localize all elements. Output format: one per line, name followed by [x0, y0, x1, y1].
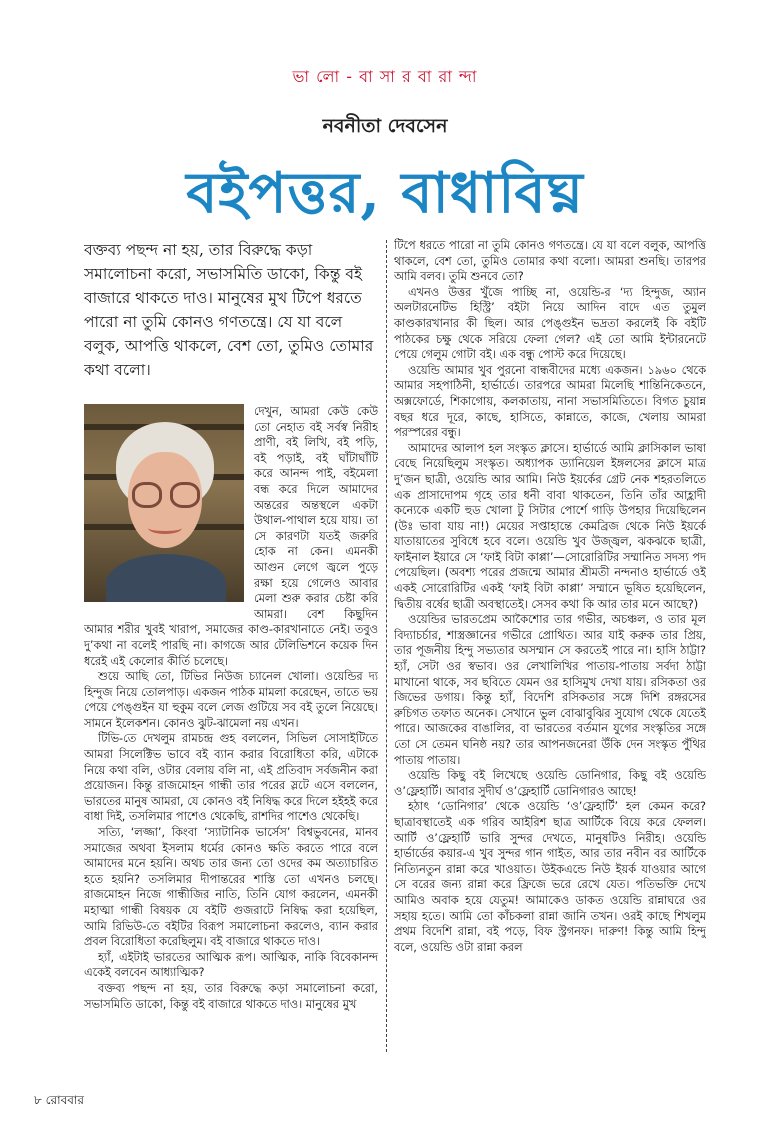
article-headline: বইপত্তর, বাধাবিঘ্ন [186, 160, 584, 226]
paragraph: হঠাৎ ‘ডোনিগার’ থেকে ওয়েন্ডি ‘ও’ফ্লেহার্টি’ হল কেমন করে? ছাত্রাবস্থাতেই এক গরিব আইরিশ ছাত্র আর্টিকে বিয়ে করে ফেলল। আর্টি ও’ফ্লেহার্টি ভারি সুন্দর দেখতে, মানুষটিও নিরীহ। ওয়েন্ডি হার্ভার্ডের কয়ার-এ খুব সুন্দর গান গাইত, আর তার নবীন বর আর্টিকে নিত্যিনতুন রান্না করে খাওয়াত। উইকএন্ডে নিউ ইয়র্ক যাওয়ার আগে সে বরের জন্য রান্না করে ফ্রিজে ভরে রেখে যেত। পতিভক্তি দেখে আমিও অবাক হয়ে যেতুম! আমাকেও ডাকত ওয়েন্ডি রান্নাঘরে ওর সহায় হতে। আমি তো কাঁচকলা রান্না জানি তখন। ওরই কাছে শিখলুম প্রথম বিদেশি রান্না, বই পড়ে, বিফ স্ট্রগনফ। দারুণ! কিন্তু আমি হিন্দু বলে, ওয়েন্ডি ওটা রান্না করল [394, 800, 706, 954]
paragraph: সত্যি, ‘লজ্জা’, কিংবা ‘স্যাটানিক ভার্সেস’ বিশ্বভুবনের, মানব সমাজের অথবা ইসলাম ধর্মের কোনও ক্ষতি করতে পারে বলে আমাদের মনে হয়নি। অথচ তার জন্য তো ওদের কম অত্যাচারিত হতে হয়নি? তসলিমার দীপান্তরের শাস্তি তো এখনও চলছে। রাজমোহন নিজে গান্ধীজির নাতি, তিনি যোগ করলেন, এমনকী মহাত্মা গান্ধী বিষয়ক যে বইটি গুজরাটে নিষিদ্ধ করা হয়েছিল, আমি রিভিউ-তে বইটির বিরূপ সমালোচনা করলেও, ব্যান করার প্রবল বিরোধিতা করেছিলুম। বই বাজারে থাকতে দাও। [84, 826, 378, 949]
right-body [394, 238, 706, 955]
right-column [394, 238, 706, 1054]
page-number: ৮ [34, 1093, 42, 1107]
series-title: ভা লো - বা সা র বা রা ন্দা [292, 67, 478, 86]
paragraph: দেখুন, আমরা কেউ কেউ তো নেহাত বই সর্বস্ব নিরীহ প্রাণী, বই লিখি, বই পড়ি, বই পড়াই, বই ঘাঁটাঘাঁটি করে আনন্দ পাই, বইমেলা বন্ধ করে দিলে আমাদের অন্তরের অন্তস্থলে একটা উথাল-পাথাল হয়ে যায়। তা সে কারণটা যতই জরুরি হোক না কেন। এমনকী আগুন লেগে জ্বলে পুড়ে রক্ষা হয়ে গেলেও আবার মেলা শুরু করার চেষ্টা করি আমরা। বেশ কিছুদিন আমার শরীর খুবই খারাপ, সমাজের কাণ্ড-কারখানাতে নেই। তবুও দু’কথা না বলেই পারছি না। কাগজে আর টেলিভিশনে কয়েক দিন ধরেই এই কেলোর কীর্তি চলেছে। [84, 405, 378, 668]
left-body [84, 404, 378, 1012]
paragraph: ওয়েন্ডির ভারতপ্রেম আকৈশোর তার গভীর, অচঞ্চল, ও তার মূল বিদ্যাচর্চার, শাস্ত্রজ্ঞানের গভীরে প্রোথিত। আর যাই করুক তার প্রিয়, তার পূজনীয় হিন্দু সভ্যতার অসম্মান সে করতেই পারে না। হাসি ঠাট্টা? হ্যাঁ, সেটা ওর স্বভাব। ওর লেখালিখির পাতায়-পাতায় সর্বদা ঠাট্টা মাখানো থাকে, সব ছবিতে যেমন ওর হাসিমুখ দেখা যায়। রসিকতা ওর জিভের ডগায়। কিন্তু হ্যাঁ, বিদেশি রসিকতার সঙ্গে দিশি রঙ্গরসের রুচিগত তফাত অনেক। সেখানে ভুল বোঝাবুঝির সুযোগ থেকে যেতেই পারে। আজকের বাঙালির, বা ভারতের বর্তমান যুগের সংস্কৃতির সঙ্গে তো সে তেমন ঘনিষ্ঠ নয়? তার আপনজনেরা উঁকি দেন সংস্কৃত পুঁথির পাতায় পাতায়। [394, 613, 706, 767]
paragraph: টিভি-তে দেখলুম রামচন্দ্র গুহ বললেন, সিভিল সোসাইটিতে আমরা সিলেক্টিভ ভাবে বই ব্যান করার বিরোধিতা করি, এটাকে নিয়ে কথা বলি, ওটার বেলায় বলি না, এই প্রতিবাদ সর্বজনীন করা প্রয়োজন। কিন্তু রাজমোহন গান্ধী তার পরের স্লটে এসে বললেন, ভারতের মানুষ আমরা, যে কোনও বই নিষিদ্ধ করে দিলে হইহই করে বাধা দিই, তসলিমার পাশেও থেকেছি, রাশদির পাশেও থেকেছি। [84, 732, 378, 824]
paragraph: ওয়েন্ডি আমার খুব পুরনো বান্ধবীদের মধ্যে একজন। ১৯৬০ থেকে আমার সহপাঠিনী, হার্ভার্ডে। তারপরে আমরা মিলেছি শান্তিনিকেতনে, অক্সফোর্ডে, শিকাগোয়, কলকাতায়, নানা সভাসমিতিতে। বিগত চুয়ান্ন বছর ধরে দূরে, কাছে, হাসিতে, কান্নাতে, কাজে, খেলায় আমরা পরস্পরের বন্ধু। [394, 363, 706, 440]
author-photo [84, 404, 244, 602]
paragraph: টিপে ধরতে পারো না তুমি কোনও গণতন্ত্রে। যে যা বলে বলুক, আপত্তি থাকলে, বেশ তো, তুমিও তোমার কথা বলো। আমরা শুনছি। তারপর আমি বলব। তুমি শুনবে তো? [394, 239, 706, 284]
page-footer [34, 1092, 84, 1112]
paragraph: হ্যাঁ, এইটাই ভারতের আত্মিক রূপ। আত্মিক, নাকি বিবেকানন্দ একেই বলবেন আধ্যাত্মিক? [84, 950, 378, 980]
column-divider [386, 240, 387, 1052]
paragraph: ওয়েন্ডি কিছু বই লিখেছে ওয়েন্ডি ডোনিগার, কিছু বই ওয়েন্ডি ও’ফ্লেহার্টি। আবার সুদীর্ঘ ও’ফ্লেহার্টি ডোনিগারও আছে! [394, 769, 706, 798]
author-name: নবনীতা দেবসেন [322, 115, 448, 137]
section-name: রোববার [45, 1093, 85, 1107]
paragraph: বক্তব্য পছন্দ না হয়, তার বিরুদ্ধে কড়া সমালোচনা করো, সভাসমিতি ডাকো, কিন্তু বই বাজারে থাকতে দাও। মানুষের মুখ [84, 981, 378, 1011]
paragraph: এখনও উত্তর খুঁজে পাচ্ছি না, ওয়েন্ডি-র ‘দ্য হিন্দুজ, অ্যান অলটারনেটিভ হিস্ট্রি’ বইটা নিয়ে আদিন বাদে এত তুমুল কাণ্ডকারখানার কী ছিল। আর পেঙ্গুইন ভদ্রতা করলেই কি বইটি পাঠকের চক্ষু থেকে সরিয়ে ফেলা গেল? এই তো আমি ইন্টারনেটে পেয়ে গেলুম গোটা বই। এক বন্ধু পোস্ট করে দিয়েছে। [394, 285, 706, 362]
paragraph: শুয়ে আছি তো, টিভির নিউজ চ্যানেল খোলা। ওয়েন্ডির দ্য হিন্দুজ নিয়ে তোলপাড়। একজন পাঠক মামলা করেছেন, তাতে ভয় পেয়ে পেঙ্গুইন যা হুকুম বলে লেজ গুটিয়ে সব বই তুলে নিয়েছে। সামনে ইলেকশন। কোনও ঝুট-ঝামেলা নয় এখন। [84, 670, 378, 730]
paragraph: আমাদের আলাপ হল সংস্কৃত ক্লাসে। হার্ভার্ডে আমি ক্লাসিকাল ভাষা বেছে নিয়েছিলুম সংস্কৃত। অধ্যাপক ড্যানিয়েল ইঙ্গলসের ক্লাসে মাত্র দু’জন ছাত্রী, ওয়েন্ডি আর আমি। নিউ ইয়র্কের গ্রেট নেক শহরতলিতে এক প্রাসাদোপম গৃহে তার ধনী বাবা থাকতেন, তিনি তাঁর আহ্লাদী কন্যেকে একটি হুড খোলা টু সিটার পোর্শে গাড়ি উপহার দিয়েছিলেন (উঃ ভাবা যায় না!) মেয়ের সপ্তাহান্তে কেমব্রিজ থেকে নিউ ইয়র্কে যাতায়াতের সুবিধে হবে বলে। ওয়েন্ডি খুব উজ্জ্বল, ঝকঝকে ছাত্রী, ফাইনাল ইয়ারে সে ‘ফাই বিটা কাপ্পা’—সোরোরিটির সম্মানিত সদস্য পদ পেয়েছিল। (অবশ্য পরের প্রজন্মে আমার শ্রীমতী নন্দনাও হার্ভার্ডে ওই একই সোরোরিটির একই ‘ফাই বিটা কাপ্পা’ সম্মানে ভূষিত হয়েছিলেন, দ্বিতীয় বর্ষের ছাত্রী অবস্থাতেই। সেসব কথা কি আর তার মনে আছে?) [394, 441, 706, 611]
lede-pullquote: বক্তব্য পছন্দ না হয়, তার বিরুদ্ধে কড়া সমালোচনা করো, সভাসমিতি ডাকো, কিন্তু বই বাজারে থাকতে দাও। মানুষের মুখ টিপে ধরতে পারো না তুমি কোনও গণতন্ত্রে। যে যা বলে বলুক, আপত্তি থাকলে, বেশ তো, তুমিও তোমার কথা বলো। [84, 241, 374, 379]
left-column [84, 238, 378, 1054]
